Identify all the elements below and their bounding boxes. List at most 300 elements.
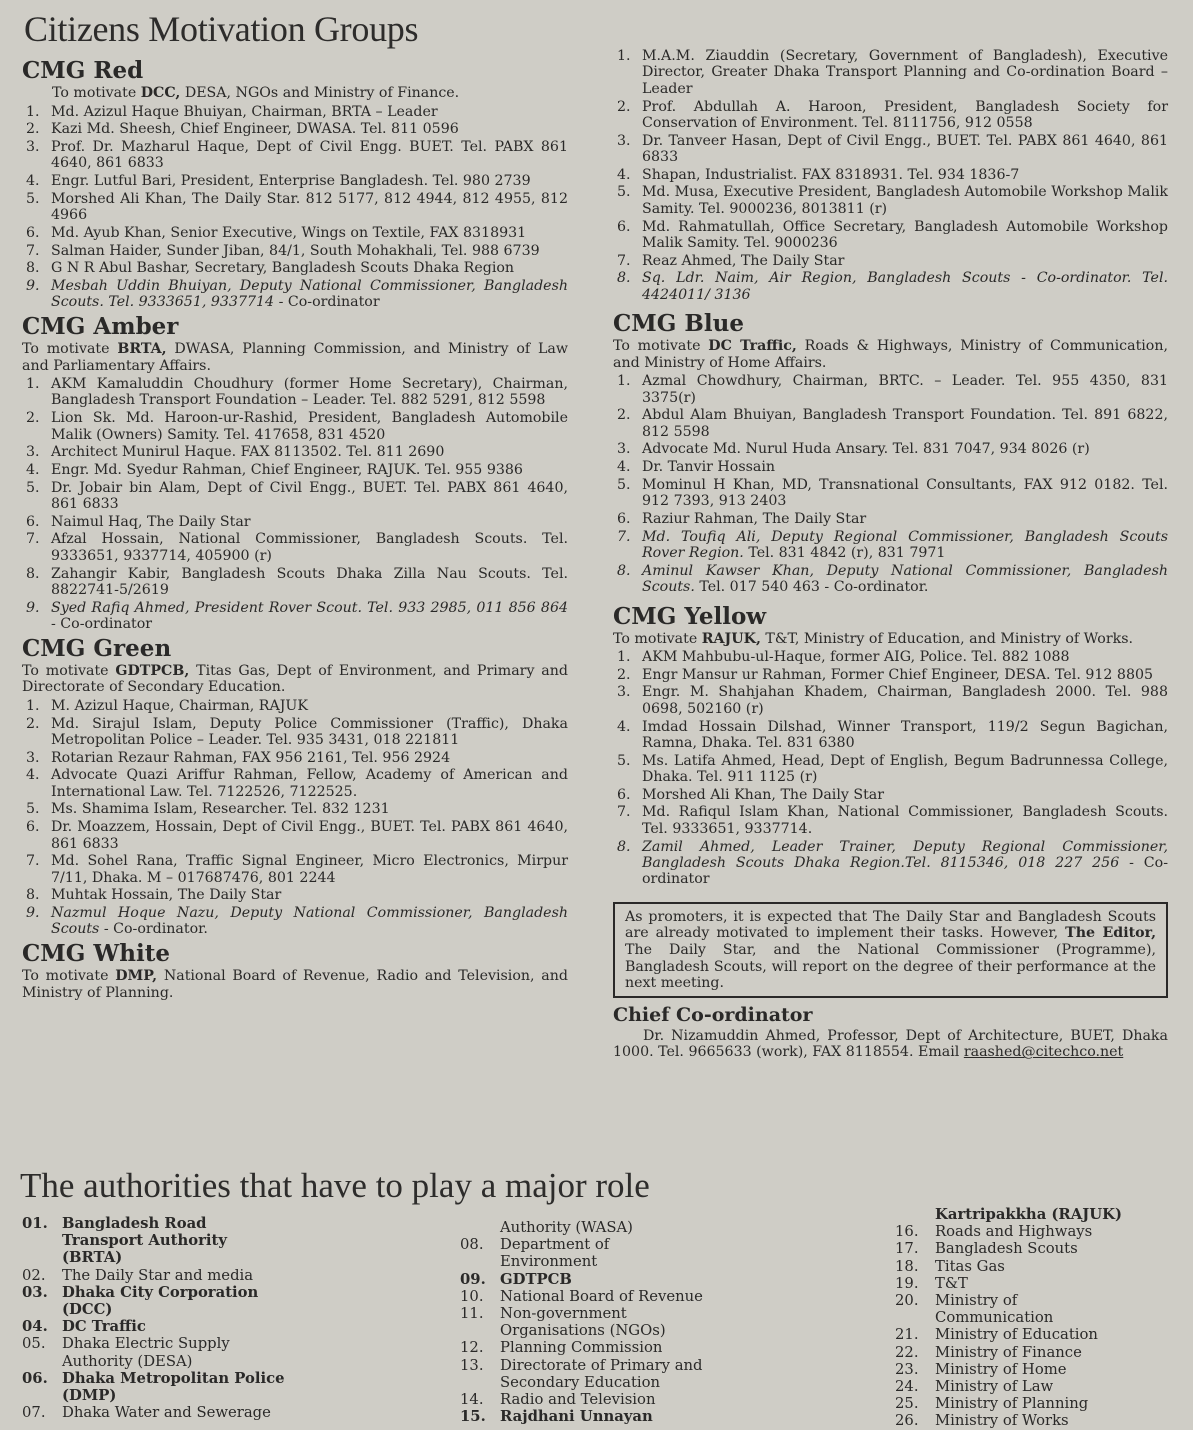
group-title: CMG Green (22, 634, 172, 662)
authority-name: Directorate of Primary and (500, 1356, 703, 1374)
authority-name: Ministry of Home (935, 1360, 1067, 1378)
group-cmg-yellow (613, 602, 1168, 888)
member-number: 8. (617, 562, 631, 579)
intro-target: DMP, (115, 968, 158, 985)
member-text: Prof. Dr. Mazharul Haque, Dept of Civil Engg. BUET. Tel. PABX 861 4640, 861 6833 (51, 138, 568, 172)
authority-name: Bangladesh Scouts (935, 1240, 1078, 1258)
member-number: 2. (26, 121, 40, 138)
member-number: 8. (617, 270, 631, 287)
member-text: Naimul Haq, The Daily Star (51, 513, 251, 530)
authority-name: National Board of Revenue (500, 1287, 703, 1305)
member-number: 6. (617, 786, 631, 803)
member-item (22, 104, 568, 120)
authority-name: Communication (935, 1309, 1054, 1327)
authority-item (895, 1206, 1185, 1223)
member-number: 7. (617, 528, 631, 545)
member-item (613, 649, 1168, 665)
member-number: 5. (26, 479, 40, 496)
intro-text: To motivate (52, 85, 141, 101)
member-item (613, 48, 1168, 97)
member-item (613, 459, 1168, 475)
email-address: raashed@citechco.net (963, 1044, 1124, 1061)
member-list (22, 376, 568, 632)
authority-name: Non-government (500, 1305, 627, 1323)
member-number: 5. (617, 752, 631, 769)
intro-text: Roads & Highways, Ministry of Communication, and Ministry of Home Affairs. (613, 338, 1168, 371)
member-item (613, 667, 1168, 683)
member-item (22, 716, 568, 749)
authority-name: Authority (WASA) (500, 1219, 633, 1236)
authority-item (22, 1318, 442, 1335)
authority-number: 17. (895, 1240, 919, 1258)
group-title: CMG Red (22, 57, 144, 84)
member-number: 2. (617, 407, 631, 424)
member-item (22, 139, 568, 172)
member-role: - Co-ordinator (274, 294, 380, 311)
cmg-white-member-list (613, 48, 1168, 303)
member-item (22, 173, 568, 189)
member-text: Salman Haider, Sunder Jiban, 84/1, South Mohakhali, Tel. 988 6739 (51, 242, 540, 259)
member-text: Dr. Moazzem, Hossain, Dept of Civil Engg., BUET. Tel. PABX 861 4640, 861 6833 (51, 819, 568, 852)
member-number: 2. (26, 715, 40, 732)
member-list (613, 373, 1168, 595)
authority-number: 08. (460, 1236, 484, 1254)
member-number: 9. (26, 277, 40, 294)
authority-item (895, 1292, 1185, 1309)
member-text: Engr. Lutful Bari, President, Enterprise Bangladesh. Tel. 980 2739 (51, 173, 531, 190)
member-number: 5. (26, 190, 40, 207)
member-number: 1. (26, 697, 40, 714)
authority-item (895, 1412, 1185, 1429)
member-text: Abdul Alam Bhuiyan, Bangladesh Transport Foundation. Tel. 891 6822, 812 5598 (642, 407, 1168, 440)
member-item (22, 278, 568, 311)
group-title: CMG White (22, 940, 170, 968)
intro-text: To motivate (22, 662, 116, 679)
authority-number: 19. (895, 1274, 919, 1292)
member-text: Aminul Kawser Khan, Deputy National Commissioner, Bangladesh Scouts. (642, 562, 1168, 596)
member-text: Zahangir Kabir, Bangladesh Scouts Dhaka Zilla Nau Scouts. Tel. 8822741-5/2619 (51, 565, 568, 598)
authority-name: Department of (500, 1236, 610, 1254)
authority-item (895, 1378, 1185, 1395)
authority-number: 09. (460, 1270, 486, 1288)
member-item (613, 407, 1168, 440)
notice-bold: The Editor, (1065, 925, 1157, 942)
member-text: Afzal Hossain, National Commissioner, Bangladesh Scouts. Tel. 9333651, 9337714, 405900 (r) (51, 531, 568, 564)
intro-target: DCC, (140, 85, 181, 101)
member-number: 4. (26, 173, 40, 190)
member-text: Lion Sk. Md. Haroon-ur-Rashid, President, Bangladesh Automobile Malik (Owners) Samity. Tel. 417658, 831 4520 (51, 410, 568, 443)
authority-name: Dhaka Water and Sewerage (62, 1404, 271, 1422)
member-number: 3. (26, 138, 40, 155)
authority-number: 03. (22, 1283, 48, 1301)
member-text: Architect Munirul Haque. FAX 8113502. Tel. 811 2690 (51, 444, 445, 461)
member-text: Mesbah Uddin Bhuiyan, Deputy National Commissioner, Bangladesh Scouts. Tel. 9333651, 9337714 (51, 277, 568, 311)
member-number: 5. (617, 184, 631, 201)
group-title: CMG Yellow (613, 602, 767, 630)
intro-text: National Board of Revenue, Radio and Television, and Ministry of Planning. (22, 968, 568, 1001)
member-number: 7. (26, 531, 40, 548)
member-list (613, 649, 1168, 888)
authority-name: Secondary Education (500, 1373, 661, 1391)
member-item (22, 531, 568, 564)
member-number: 8. (617, 838, 631, 855)
member-item (613, 373, 1168, 406)
member-item (22, 225, 568, 241)
authority-name: Organisations (NGOs) (500, 1322, 666, 1340)
authority-number: 25. (895, 1395, 919, 1413)
member-number: 4. (617, 166, 631, 183)
member-number: 3. (617, 684, 631, 701)
group-intro (22, 968, 568, 1001)
authority-name: (DCC) (62, 1301, 113, 1319)
member-number: 4. (26, 461, 40, 478)
member-item (613, 253, 1168, 269)
member-text: Ms. Shamima Islam, Researcher. Tel. 832 1231 (51, 801, 390, 818)
member-number: 6. (26, 513, 40, 530)
member-text: Md. Musa, Executive President, Bangladesh Automobile Workshop Malik Samity. Tel. 9000236, 8013811 (r) (642, 184, 1168, 217)
authority-item (895, 1275, 1185, 1292)
member-item (22, 376, 568, 409)
chief-coordinator-text (613, 1028, 1168, 1061)
member-item (613, 753, 1168, 786)
member-item (22, 767, 568, 800)
member-text: Kazi Md. Sheesh, Chief Engineer, DWASA. Tel. 811 0596 (51, 121, 459, 138)
member-item (613, 529, 1168, 562)
member-item (613, 787, 1168, 803)
member-number: 6. (26, 819, 40, 836)
member-item (22, 853, 568, 886)
authority-number: 14. (460, 1391, 484, 1409)
member-number: 9. (26, 905, 40, 922)
member-text: Muhtak Hossain, The Daily Star (51, 887, 282, 904)
authority-name: Ministry of Works (935, 1412, 1069, 1430)
authority-name: Environment (500, 1253, 598, 1271)
member-item (613, 184, 1168, 217)
intro-text: Titas Gas, Dept of Environment, and Primary and Directorate of Secondary Education. (22, 662, 568, 696)
member-item (22, 819, 568, 852)
member-text: Prof. Abdullah A. Haroon, President, Bangladesh Society for Conservation of Environment. Tel. 8111756, 912 0558 (642, 98, 1168, 131)
member-text: Dr. Tanvir Hossain (642, 459, 776, 476)
member-text: Mominul H Khan, MD, Transnational Consultants, FAX 912 0182. Tel. 912 7393, 913 2403 (642, 476, 1168, 510)
member-role: - Co-ordinator (642, 854, 1168, 888)
authority-item (22, 1232, 442, 1249)
authority-name: The Daily Star and media (62, 1266, 254, 1284)
authority-name: Dhaka City Corporation (62, 1283, 259, 1301)
member-number: 2. (617, 666, 631, 683)
authority-name: (DMP) (62, 1387, 117, 1405)
member-item (613, 477, 1168, 510)
member-item (22, 514, 568, 530)
left-column (22, 56, 568, 1003)
authority-number: 05. (22, 1335, 46, 1353)
group-cmg-blue (613, 309, 1168, 595)
member-number: 1. (617, 48, 631, 64)
member-text: Morshed Ali Khan, The Daily Star (642, 786, 885, 803)
member-item (22, 191, 568, 224)
authority-item (460, 1339, 880, 1356)
member-text: Advocate Quazi Ariffur Rahman, Fellow, Academy of American and International Law. Tel. 7122526, 7122525. (51, 767, 568, 800)
intro-text: T&T, Ministry of Education, and Ministry of Works. (760, 630, 1133, 647)
member-number: 7. (26, 242, 40, 259)
member-number: 6. (617, 510, 631, 527)
authority-name: Ministry of Planning (935, 1395, 1089, 1413)
authority-number: 13. (460, 1356, 484, 1374)
member-number: 1. (26, 103, 40, 120)
group-intro (613, 631, 1168, 648)
member-text: Rotarian Rezaur Rahman, FAX 956 2161, Tel. 956 2924 (51, 749, 451, 766)
member-number: 2. (26, 410, 40, 427)
member-text: Reaz Ahmed, The Daily Star (642, 252, 845, 269)
member-item (613, 270, 1168, 303)
authority-item (22, 1370, 442, 1387)
member-text: Md. Rahmatullah, Office Secretary, Bangladesh Automobile Workshop Malik Samity. Tel. 9000236 (642, 218, 1168, 251)
authority-number: 24. (895, 1378, 919, 1396)
intro-text: To motivate (22, 341, 118, 358)
authority-item (460, 1322, 880, 1339)
intro-text: DWASA, Planning Commission, and Ministry of Law and Parliamentary Affairs. (22, 341, 568, 374)
member-number: 7. (617, 252, 631, 269)
group-intro (22, 85, 568, 102)
member-number: 8. (26, 887, 40, 904)
authority-name: Dhaka Electric Supply (62, 1335, 230, 1353)
authority-item (22, 1353, 442, 1370)
member-item (22, 462, 568, 478)
authority-name: (BRTA) (62, 1249, 123, 1267)
member-item (613, 441, 1168, 457)
authority-number: 12. (460, 1339, 484, 1357)
member-text: Ms. Latifa Ahmed, Head, Dept of English, Begum Badrunnessa College, Dhaka. Tel. 911 1125 (r) (642, 752, 1168, 786)
member-text: Zamil Ahmed, Leader Trainer, Deputy Regional Commissioner, Bangladesh Scouts Dhaka Region.Tel. 8115346, 018 227 256 (642, 838, 1168, 871)
authority-name: Ministry of Education (935, 1326, 1098, 1344)
member-text: Dr. Tanveer Hasan, Dept of Civil Engg., BUET. Tel. PABX 861 4640, 861 6833 (642, 132, 1168, 166)
page-title: Citizens Motivation Groups (24, 9, 419, 49)
authority-name: Roads and Highways (935, 1223, 1093, 1241)
member-item (22, 260, 568, 276)
authority-item (895, 1240, 1185, 1257)
authority-number: 01. (22, 1215, 48, 1232)
member-number: 1. (617, 373, 631, 390)
authority-item (460, 1271, 880, 1288)
authority-number: 21. (895, 1326, 919, 1344)
member-number: 3. (617, 441, 631, 458)
authority-name: Dhaka Metropolitan Police (62, 1369, 285, 1387)
member-role: Tel. 831 4842 (r), 831 7971 (743, 545, 946, 562)
authority-item (22, 1267, 442, 1284)
intro-text: To motivate (22, 968, 116, 985)
authority-item (22, 1249, 442, 1266)
member-text: Engr Mansur ur Rahman, Former Chief Engineer, DESA. Tel. 912 8805 (642, 666, 1154, 683)
authority-number: 02. (22, 1266, 46, 1284)
chief-details: Dr. Nizamuddin Ahmed, Professor, Dept of Architecture, BUET, Dhaka 1000. Tel. 9665633 (work), FAX 8118554. Email (613, 1027, 1168, 1061)
authority-name: Bangladesh Road (62, 1215, 207, 1232)
member-number: 8. (26, 565, 40, 582)
authority-item (22, 1284, 442, 1301)
group-cmg-white (22, 939, 568, 1001)
member-text: Md. Rafiqul Islam Khan, National Commissioner, Bangladesh Scouts. Tel. 9333651, 9337714. (642, 804, 1168, 837)
authority-name: DC Traffic (62, 1318, 146, 1336)
member-item (22, 801, 568, 817)
authority-item (460, 1305, 880, 1322)
authority-item (895, 1326, 1185, 1343)
notice-box (613, 902, 1168, 998)
member-text: Md. Sohel Rana, Traffic Signal Engineer, Micro Electronics, Mirpur 7/11, Dhaka. M – 017687476, 801 2244 (51, 853, 568, 886)
group-title: CMG Blue (613, 310, 744, 338)
authority-item (895, 1361, 1185, 1378)
intro-target: RAJUK, (701, 630, 761, 647)
authority-item (460, 1408, 880, 1425)
member-text: Syed Rafiq Ahmed, President Rover Scout. Tel. 933 2985, 011 856 864 (51, 599, 568, 616)
member-number: 2. (617, 98, 631, 115)
member-text: Md. Ayub Khan, Senior Executive, Wings on Textile, FAX 8318931 (51, 224, 527, 241)
member-item (22, 566, 568, 599)
authority-name: Titas Gas (935, 1257, 1005, 1275)
member-item (22, 905, 568, 938)
chief-coordinator-title: Chief Co-ordinator (613, 1003, 813, 1026)
authority-name: Radio and Television (500, 1391, 656, 1409)
authority-name: Ministry of Law (935, 1378, 1054, 1396)
member-role: Tel. 017 540 463 - Co-ordinator. (694, 579, 929, 596)
member-number: 3. (617, 132, 631, 149)
authority-number: 26. (895, 1412, 919, 1430)
member-number: 6. (617, 218, 631, 235)
authority-item (895, 1395, 1185, 1412)
authority-number: 18. (895, 1257, 919, 1275)
intro-target: BRTA, (117, 341, 167, 358)
authority-name: Ministry of (935, 1292, 1018, 1310)
authority-number: 16. (895, 1223, 919, 1241)
authority-item (460, 1357, 880, 1374)
member-item (22, 600, 568, 633)
authority-item (22, 1404, 442, 1421)
authority-item (460, 1288, 880, 1305)
authority-number: 07. (22, 1404, 46, 1422)
authority-item (895, 1258, 1185, 1275)
intro-target: DC Traffic, (708, 338, 797, 355)
authority-item (895, 1344, 1185, 1361)
member-list (22, 698, 568, 938)
authority-number: 22. (895, 1343, 919, 1361)
authority-item (460, 1236, 880, 1253)
member-number: 4. (617, 718, 631, 735)
authority-item (22, 1215, 442, 1232)
authority-number: 10. (460, 1287, 484, 1305)
member-item (613, 563, 1168, 596)
authority-name: Planning Commission (500, 1339, 663, 1357)
member-number: 8. (26, 260, 40, 277)
member-text: M.A.M. Ziauddin (Secretary, Government of Bangladesh), Executive Director, Greater Dhaka Transport Planning and Co-ordination Board – Leader (642, 48, 1168, 97)
authorities-column-2 (460, 1219, 880, 1425)
member-text: AKM Kamaluddin Choudhury (former Home Secretary), Chairman, Bangladesh Transport Foundation – Leader. Tel. 882 5291, 812 5598 (51, 376, 568, 409)
member-number: 3. (26, 749, 40, 766)
member-text: M. Azizul Haque, Chairman, RAJUK (51, 697, 308, 714)
member-number: 9. (26, 599, 40, 616)
member-text: Shapan, Industrialist. FAX 8318931. Tel. 934 1836-7 (642, 166, 1020, 183)
authority-number: 23. (895, 1360, 919, 1378)
member-item (22, 480, 568, 513)
authority-name: Kartripakkha (RAJUK) (935, 1206, 1122, 1223)
authorities-title: The authorities that have to play a major role (20, 1166, 650, 1205)
member-number: 4. (617, 459, 631, 476)
authority-name: Rajdhani Unnayan (500, 1408, 653, 1426)
authority-name: Transport Authority (62, 1232, 227, 1250)
intro-text: To motivate (613, 630, 702, 647)
authority-name: T&T (935, 1274, 968, 1292)
member-number: 7. (26, 853, 40, 870)
member-text: Md. Toufiq Ali, Deputy Regional Commissioner, Bangladesh Scouts Rover Region. (642, 528, 1168, 562)
member-text: G N R Abul Bashar, Secretary, Bangladesh Scouts Dhaka Region (51, 260, 515, 277)
authority-number: 11. (460, 1305, 484, 1323)
member-text: Imdad Hossain Dilshad, Winner Transport, 119/2 Segun Bagichan, Ramna, Dhaka. Tel. 831 6380 (642, 718, 1168, 751)
member-number: 7. (617, 804, 631, 821)
member-role: - Co-ordinator (51, 616, 153, 633)
authority-item (460, 1253, 880, 1270)
intro-target: GDTPCB, (115, 662, 190, 679)
member-item (22, 887, 568, 903)
member-text: Md. Sirajul Islam, Deputy Police Commissioner (Traffic), Dhaka Metropolitan Police – Leader. Tel. 935 3431, 018 221811 (51, 715, 568, 748)
authority-item (22, 1301, 442, 1318)
member-text: Advocate Md. Nurul Huda Ansary. Tel. 831 7047, 934 8026 (r) (642, 441, 1090, 458)
member-number: 1. (617, 649, 631, 666)
authority-number: 15. (460, 1408, 486, 1426)
authority-item (22, 1387, 442, 1404)
authority-item (460, 1374, 880, 1391)
group-intro (22, 341, 568, 374)
authorities-column-1 (22, 1215, 442, 1421)
authority-number: 06. (22, 1369, 48, 1387)
member-number: 6. (26, 224, 40, 241)
intro-text: To motivate (613, 338, 709, 355)
member-text: Morshed Ali Khan, The Daily Star. 812 5177, 812 4944, 812 4955, 812 4966 (51, 190, 568, 224)
group-title: CMG Amber (22, 313, 179, 341)
member-item (22, 444, 568, 460)
member-text: Dr. Jobair bin Alam, Dept of Civil Engg., BUET. Tel. PABX 861 4640, 861 6833 (51, 479, 568, 513)
member-item (613, 167, 1168, 183)
member-item (22, 750, 568, 766)
member-number: 4. (26, 767, 40, 784)
member-text: AKM Mahbubu-ul-Haque, former AIG, Police. Tel. 882 1088 (642, 649, 1070, 666)
member-text: Engr. Md. Syedur Rahman, Chief Engineer, RAJUK. Tel. 955 9386 (51, 461, 523, 478)
authority-number: 20. (895, 1292, 919, 1310)
member-item (22, 121, 568, 137)
group-cmg-red (22, 56, 568, 311)
authorities-column-3 (895, 1206, 1185, 1430)
member-text: Sq. Ldr. Naim, Air Region, Bangladesh Scouts - Co-ordinator. Tel. 4424011/ 3136 (642, 270, 1168, 303)
member-number: 5. (26, 801, 40, 818)
authority-item (895, 1309, 1185, 1326)
member-number: 5. (617, 476, 631, 493)
authority-item (460, 1391, 880, 1408)
member-item (613, 719, 1168, 752)
member-number: 3. (26, 444, 40, 461)
member-item (613, 511, 1168, 527)
member-list (22, 104, 568, 311)
member-text: Engr. M. Shahjahan Khadem, Chairman, Bangladesh 2000. Tel. 988 0698, 502160 (r) (642, 684, 1168, 717)
member-number: 1. (26, 376, 40, 393)
authority-item (22, 1335, 442, 1352)
authority-item (460, 1219, 880, 1236)
member-item (22, 698, 568, 714)
member-item (613, 839, 1168, 888)
group-cmg-amber (22, 312, 568, 632)
member-item (613, 133, 1168, 166)
member-item (613, 804, 1168, 837)
group-intro (22, 663, 568, 696)
member-item (613, 219, 1168, 252)
authority-name: Authority (DESA) (62, 1352, 193, 1370)
group-intro (613, 338, 1168, 371)
member-text: Nazmul Hoque Nazu, Deputy National Commissioner, Bangladesh Scouts (51, 905, 568, 938)
notice-text: As promoters, it is expected that The Daily Star and Bangladesh Scouts are already motivated to implement their tasks. However, (625, 908, 1156, 942)
